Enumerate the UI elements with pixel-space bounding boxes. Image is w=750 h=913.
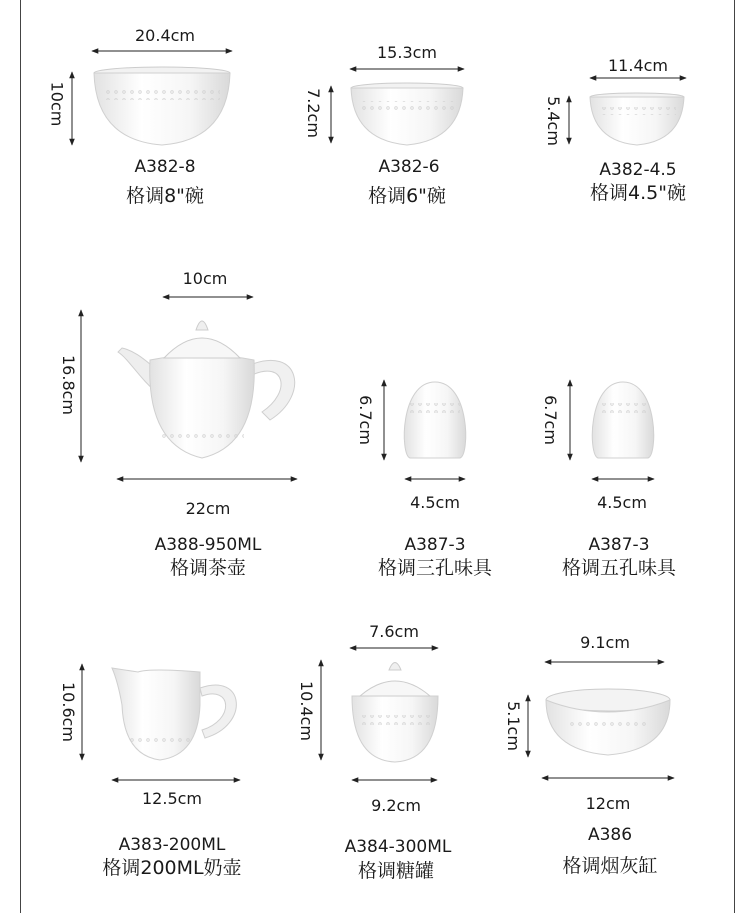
ashtray-height-label: 5.1cm [503,701,523,751]
ashtray-width-label: 12cm [585,794,631,813]
sugar-pot-name: 格调糖罐 [357,860,435,882]
teapot-top-width-label: 10cm [182,269,228,288]
teapot-width-label: 22cm [185,499,231,518]
shaker-five-hole-illustration [570,380,654,479]
bowl-4-5-name: 格调4.5"碗 [590,182,686,204]
ashtray-illustration [528,662,674,778]
shaker-five-height-label: 6.7cm [540,395,560,445]
sugar-pot-top-width-label: 7.6cm [369,622,419,641]
shaker-three-height-label: 6.7cm [355,395,375,445]
ashtray-top-width-label: 9.1cm [580,633,630,652]
bowl-4-5-height-label: 5.4cm [543,96,563,146]
creamer-name: 格调200ML奶壶 [102,857,242,879]
bowl-4-5-code: A382-4.5 [599,160,677,180]
bowl-8-illustration [72,51,232,145]
sugar-pot-height-label: 10.4cm [297,680,317,742]
sugar-pot-illustration [321,648,438,780]
shaker-three-hole-illustration [384,380,466,479]
bowl-8-width-label: 20.4cm [134,26,196,45]
shaker-five-name: 格调五孔味具 [561,557,677,579]
teapot-code: A388-950ML [154,535,262,555]
bowl-6-name: 格调6"碗 [368,185,446,207]
bowl-6-illustration [331,69,464,145]
bowl-4-5-width-label: 11.4cm [607,56,669,75]
bowl-6-code: A382-6 [378,157,440,177]
shaker-three-code: A387-3 [404,535,466,555]
bowl-4-5-illustration [569,78,686,145]
bowl-6-width-label: 15.3cm [376,43,438,62]
creamer-illustration [82,664,240,780]
ashtray-name: 格调烟灰缸 [562,855,658,877]
creamer-width-label: 12.5cm [141,789,203,808]
bowl-8-name: 格调8"碗 [126,185,204,207]
bowl-6-height-label: 7.2cm [303,88,323,138]
bowl-8-height-label: 10cm [47,81,67,127]
teapot-illustration [81,297,297,479]
creamer-code: A383-200ML [118,835,226,855]
creamer-height-label: 10.6cm [59,681,79,743]
shaker-three-width-label: 4.5cm [410,493,460,512]
bowl-8-code: A382-8 [134,157,196,177]
sugar-pot-width-label: 9.2cm [371,796,421,815]
ashtray-code: A386 [587,825,633,845]
teapot-name: 格调茶壶 [169,557,247,579]
teapot-height-label: 16.8cm [59,354,79,416]
shaker-five-code: A387-3 [588,535,650,555]
shaker-three-name: 格调三孔味具 [377,557,493,579]
sugar-pot-code: A384-300ML [344,837,452,857]
shaker-five-width-label: 4.5cm [597,493,647,512]
